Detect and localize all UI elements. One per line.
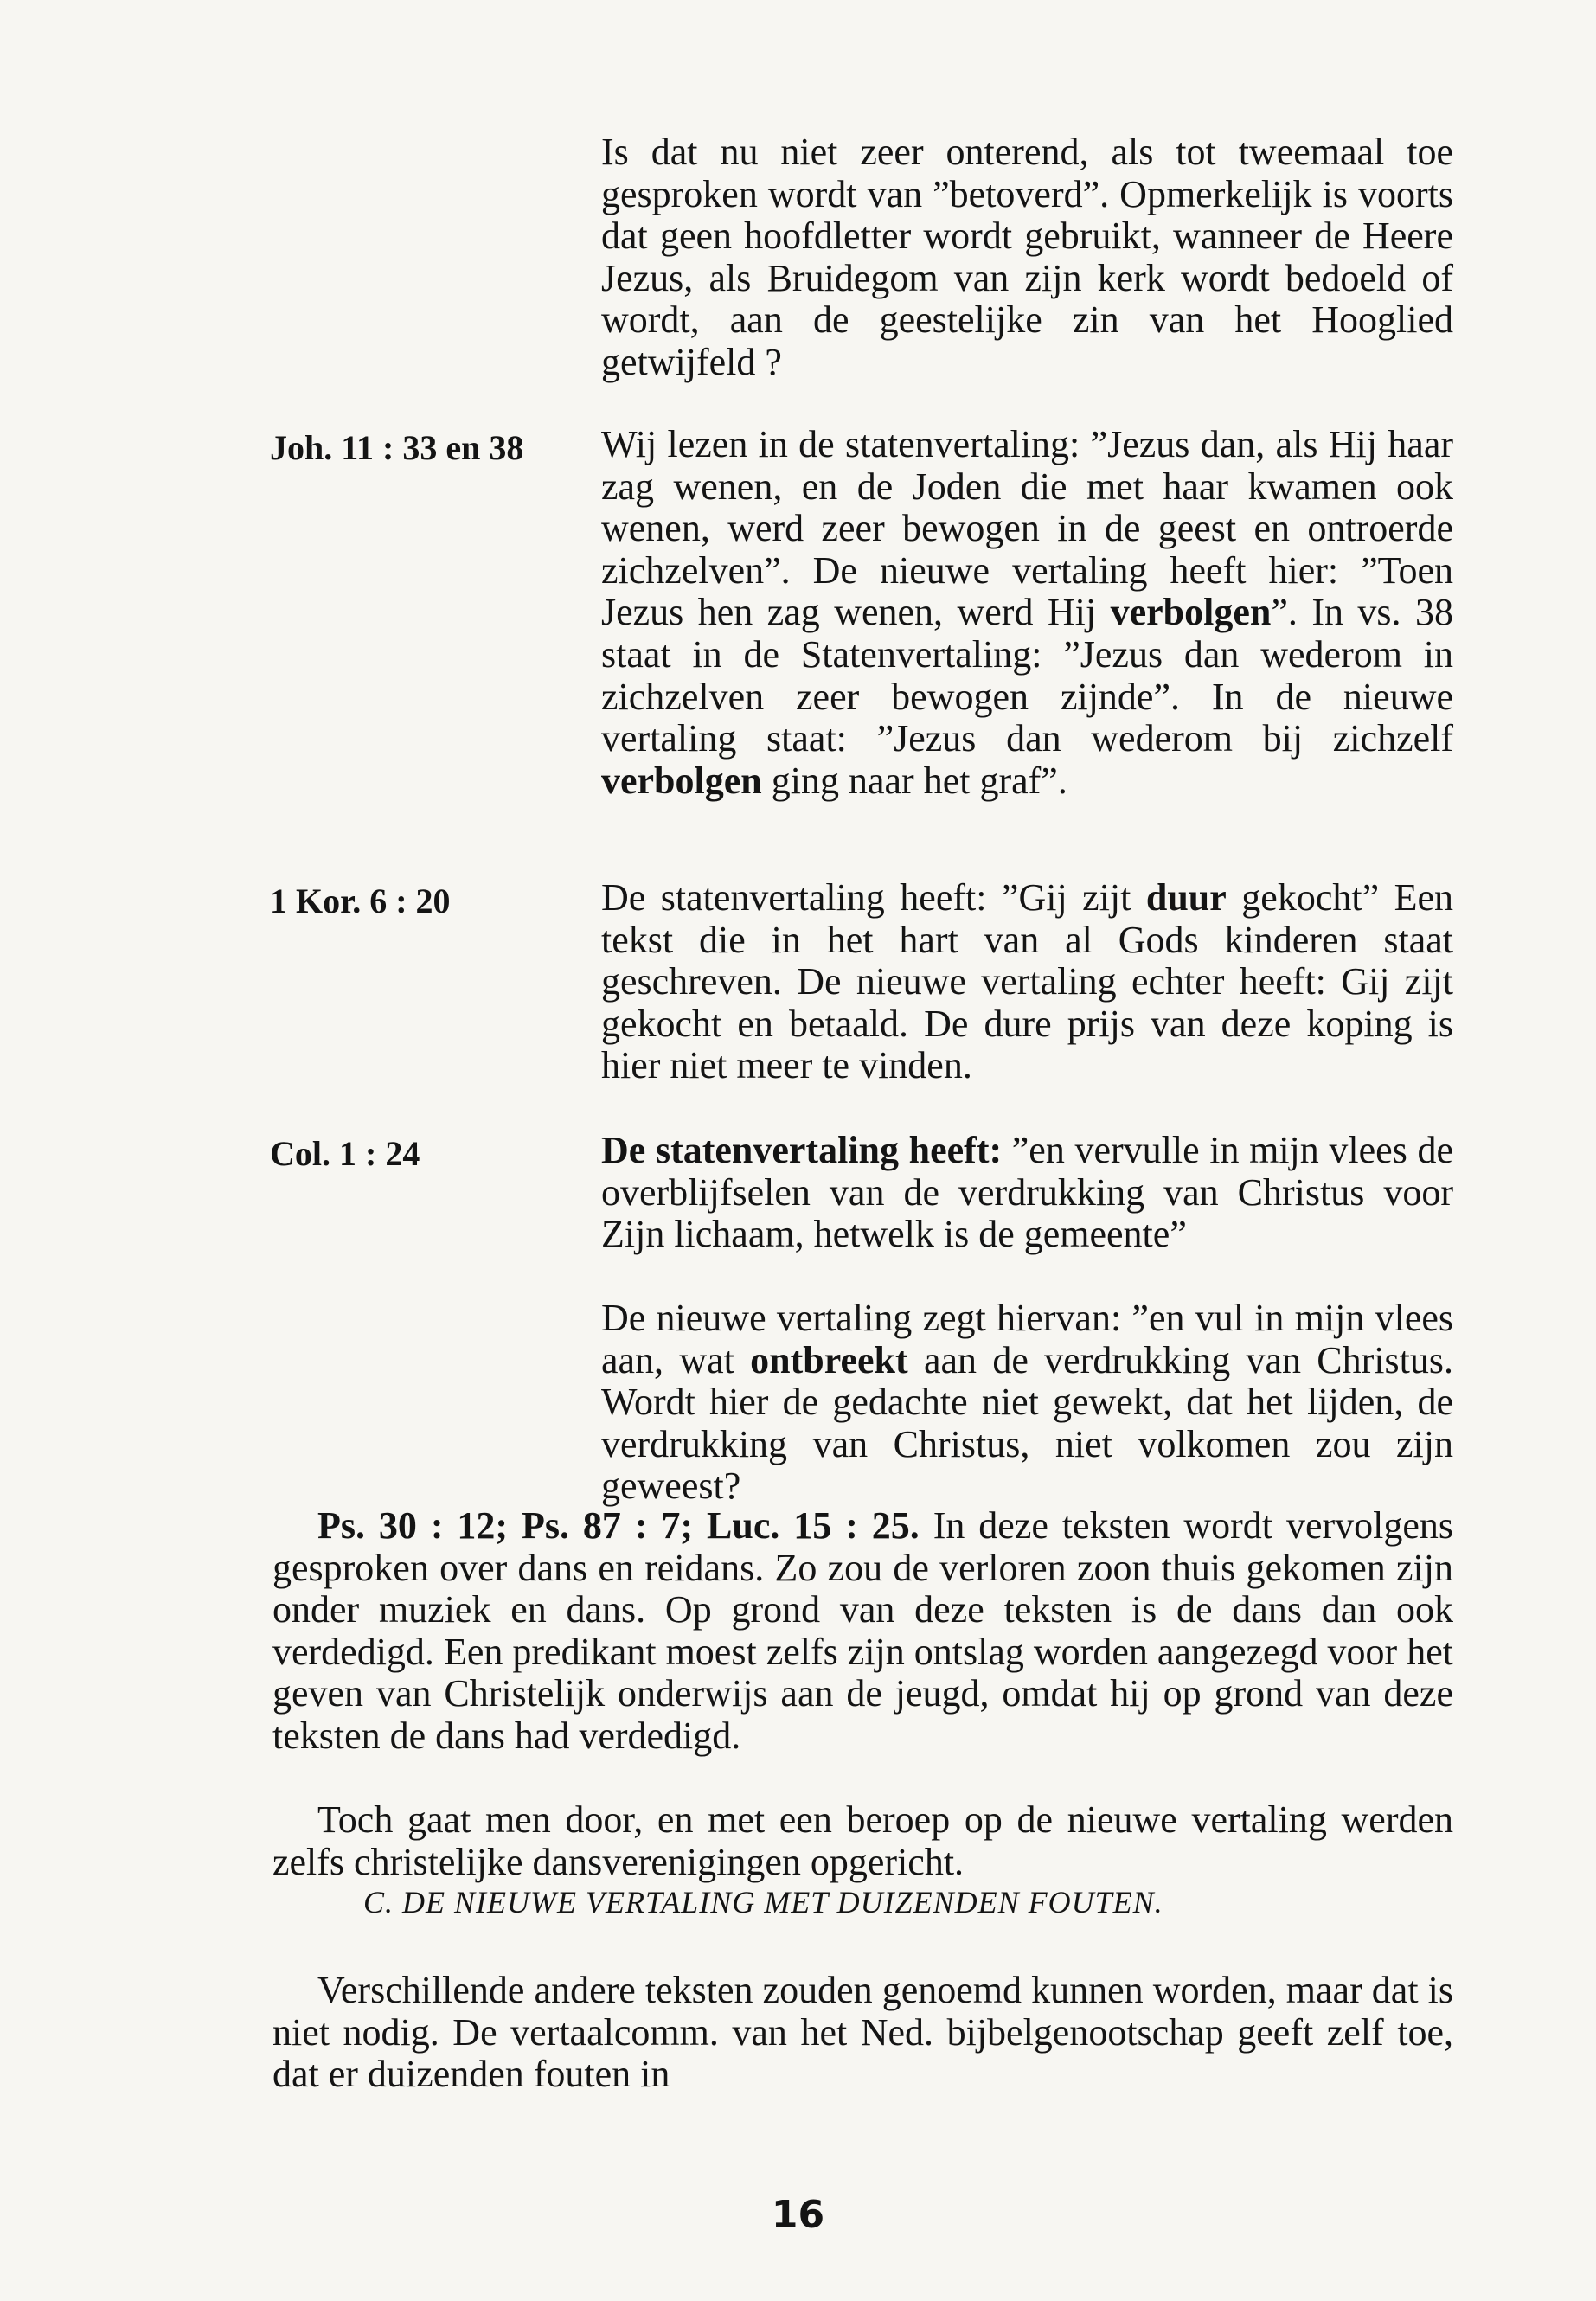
col-bold-2: ontbreekt	[750, 1338, 908, 1381]
joh-text-c: ging naar het graf”.	[761, 759, 1067, 802]
joh-text-b: ”. In vs. 38 staat in de Statenvertaling: ”Jezus dan wederom in zichzelven zeer bewogen zijnde”. In de nieuwe vertaling staat: ”Jezus dan wederom bij zichzelf	[601, 591, 1453, 760]
intro-paragraph	[601, 131, 1453, 384]
col-text-a: ”en vervulle in mijn vlees de overblijfselen van de verdrukking van Christus voor Zijn lichaam, hetwelk is de gemeente”	[601, 1129, 1453, 1256]
ps-paragraph	[272, 1505, 1453, 1758]
final-paragraph	[272, 1970, 1453, 2096]
page-number: 16	[771, 2193, 825, 2237]
col-bold: De statenvertaling heeft:	[601, 1129, 1003, 1171]
col-text-b: De nieuwe vertaling zegt hiervan: ”en vul in mijn vlees aan, wat	[601, 1297, 1453, 1381]
joh-paragraph	[601, 424, 1453, 802]
toch-text: Toch gaat men door, en met een beroep op de nieuwe vertaling werden zelfs christelijke dansverenigingen opgericht.	[272, 1798, 1453, 1883]
joh-bold-1: verbolgen	[1110, 591, 1272, 634]
kor-bold: duur	[1145, 876, 1227, 919]
kor-text-a: De statenvertaling heeft: ”Gij zijt	[601, 876, 1146, 919]
ps-bold: Ps. 30 : 12; Ps. 87 : 7; Luc. 15 : 25.	[317, 1504, 920, 1547]
reference-col: Col. 1 : 24	[270, 1134, 420, 1173]
joh-text-a: Wij lezen in de statenvertaling: ”Jezus dan, als Hij haar zag wenen, en de Joden die met haar kwamen ook wenen, werd zeer bewogen in de geest en ontroerde zichzelven”. De nieuwe vertaling heeft hier: ”Toen Jezus hen zag wenen, werd Hij	[601, 423, 1453, 634]
col-text-c: aan de verdrukking van Christus. Wordt hier de gedachte niet gewekt, dat het lijden, de verdrukking van Christus, niet volkomen zou zijn geweest?	[601, 1338, 1453, 1508]
col-paragraph-2	[601, 1298, 1453, 1508]
reference-kor: 1 Kor. 6 : 20	[270, 881, 451, 920]
kor-paragraph	[601, 877, 1453, 1087]
joh-bold-2: verbolgen	[601, 759, 762, 802]
col-paragraph-1	[601, 1130, 1453, 1256]
intro-text: Is dat nu niet zeer onterend, als tot tweemaal toe gesproken wordt van ”betoverd”. Opmerkelijk is voorts dat geen hoofdletter wordt gebruikt, wanneer de Heere Jezus, als Bruidegom van zijn kerk wordt bedoeld of wordt, aan de geestelijke zin van het Hooglied getwijfeld ?	[601, 131, 1453, 383]
toch-paragraph	[272, 1799, 1453, 1883]
final-text: Verschillende andere teksten zouden genoemd kunnen worden, maar dat is niet nodig. De vertaalcomm. van het Ned. bijbelgenootschap geeft zelf toe, dat er duizenden fouten in	[272, 1969, 1453, 2096]
ps-text: In deze teksten wordt vervolgens gesproken over dans en reidans. Zo zou de verloren zoon thuis gekomen zijn onder muziek en dans. Op grond van deze teksten is de dans dan ook verdedigd. Een predikant moest zelfs zijn ontslag worden aangezegd voor het geven van Christelijk onderwijs aan de jeugd, omdat hij op grond van deze teksten de dans had verdedigd.	[272, 1504, 1454, 1757]
reference-joh: Joh. 11 : 33 en 38	[270, 428, 524, 467]
kor-text-b: gekocht” Een tekst die in het hart van al Gods kinderen staat geschreven. De nieuwe vertaling echter heeft: Gij zijt gekocht en betaald. De dure prijs van deze koping is hier niet meer te vinden.	[601, 876, 1453, 1087]
section-heading: C. DE NIEUWE VERTALING MET DUIZENDEN FOUTEN.	[363, 1885, 1163, 1920]
